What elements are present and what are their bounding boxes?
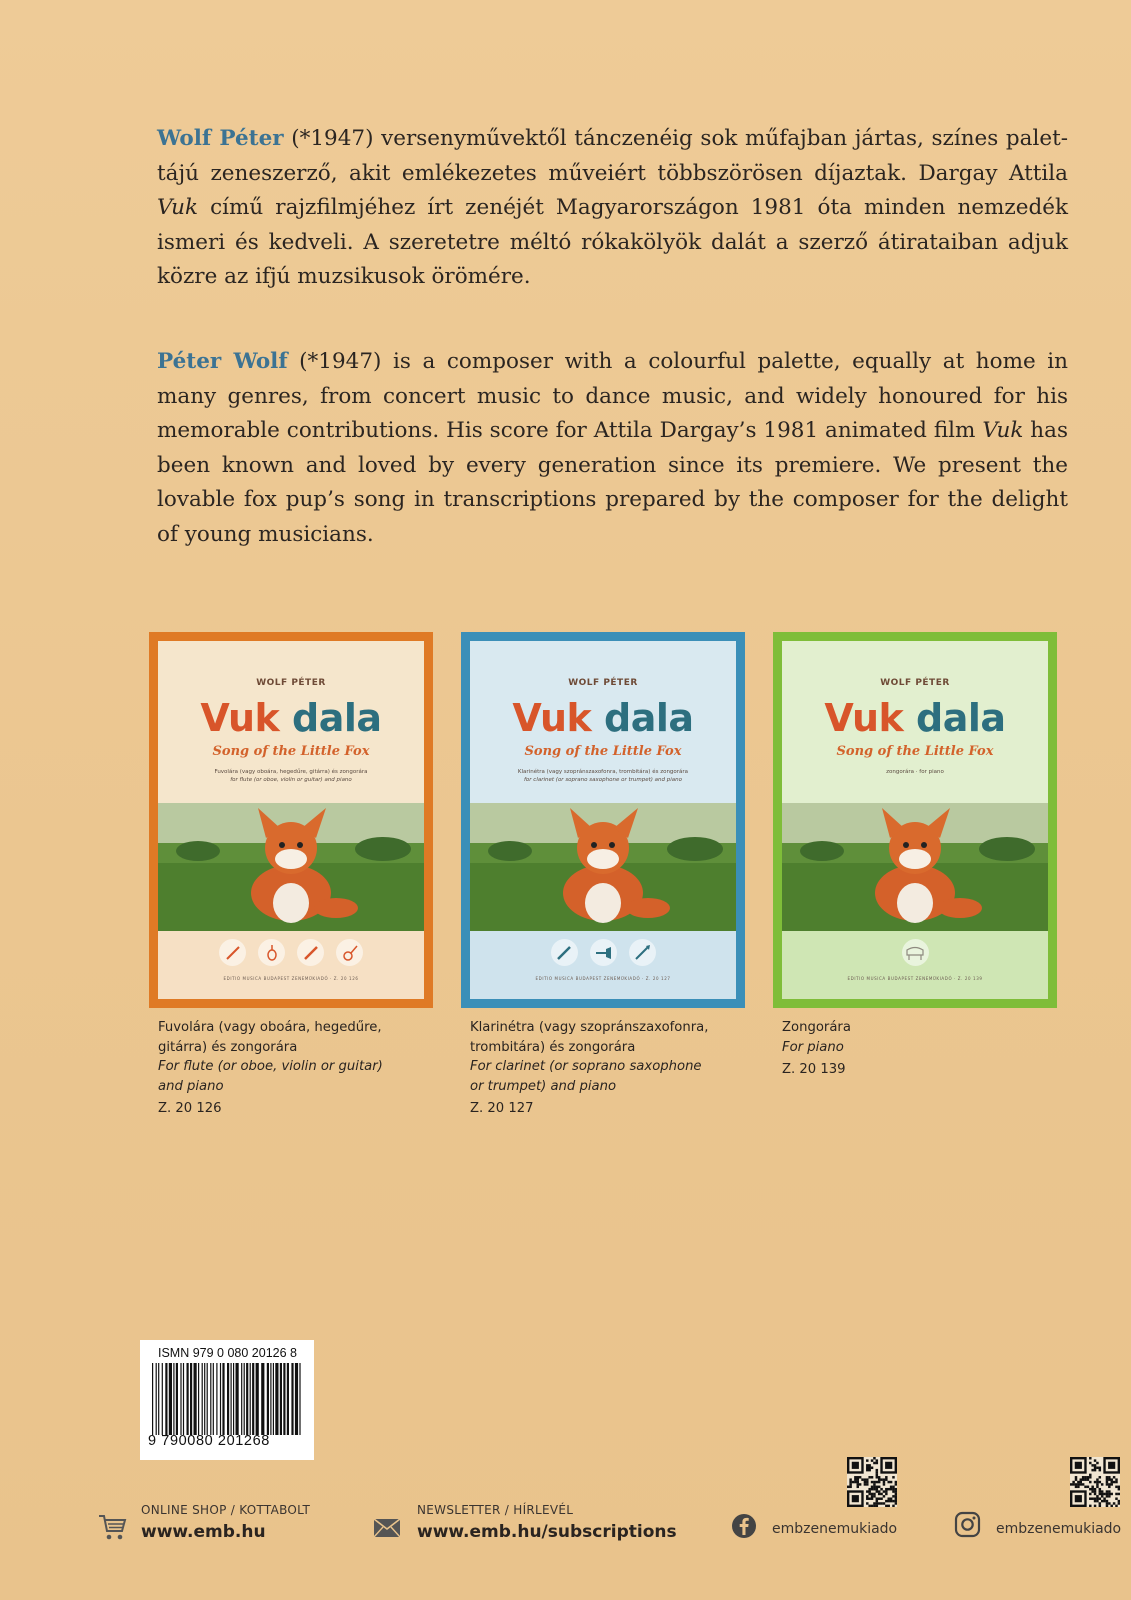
instrument-icons <box>158 939 424 966</box>
composer-name-hu: Wolf Péter <box>157 126 284 151</box>
composer-name-en: Péter Wolf <box>157 349 288 374</box>
fox-illustration <box>158 803 424 931</box>
shopping-cart-icon <box>97 1513 127 1541</box>
caption-flute: Fuvolára (vagy oboára, hegedűre, gitárra) és zongorára For flute (or oboe, violin or guitar) and piano Z. 20 126 <box>158 1018 428 1119</box>
newsletter-link[interactable]: www.emb.hu/subscriptions <box>417 1522 677 1542</box>
shop-label: ONLINE SHOP / KOTTABOLT <box>141 1503 311 1517</box>
cover-instrumentation: Klarinétra (vagy szopránszaxofonra, trombitára) és zongorára for clarinet (or soprano saxophone or trumpet) and piano <box>517 769 689 783</box>
shop-link[interactable]: www.emb.hu <box>141 1522 266 1542</box>
barcode <box>140 1340 314 1460</box>
barcode-bars <box>148 1363 306 1435</box>
instagram-icon[interactable] <box>954 1511 981 1538</box>
cover-author: WOLF PÉTER <box>568 678 638 688</box>
qr-code-facebook <box>847 1457 897 1507</box>
caption-piano: Zongorára For piano Z. 20 139 <box>782 1018 982 1080</box>
cover-subtitle: Song of the Little Fox <box>524 744 682 759</box>
facebook-handle[interactable]: embzenemukiado <box>772 1521 898 1537</box>
trumpet-icon <box>590 939 617 966</box>
intro-paragraph-hu: Wolf Péter (*1947) versenyművektől tánczenéig sok műfajban jártas, színes palettájú zeneszerző, akit emlékezetes műveiért többszörösen díjaztak. Dargay Attila Vuk című rajzfilmjéhez írt zenéjét Magyarországon 1981 óta minden nemzedék ismeri és kedveli. A szeretetre méltó rókakölyök dalát a szerző átirataiban adjuk közre az ifjú muzsikusok örömére. <box>157 126 1068 289</box>
cover-image-clarinet <box>461 632 745 1008</box>
cover-title: Vuk dala <box>512 696 694 740</box>
cover-publisher: EDITIO MUSICA BUDAPEST ZENEMŰKIADÓ · Z. 20 127 <box>535 976 671 981</box>
caption-clarinet: Klarinétra (vagy szopránszaxofonra, trombitára) és zongorára For clarinet (or soprano saxophone or trumpet) and piano Z. 20 127 <box>470 1018 740 1119</box>
cover-publisher: EDITIO MUSICA BUDAPEST ZENEMŰKIADÓ · Z. 20 139 <box>847 976 983 981</box>
guitar-icon <box>336 939 363 966</box>
facebook-icon[interactable] <box>731 1513 757 1539</box>
oboe-icon <box>297 939 324 966</box>
film-title-en: Vuk <box>982 418 1024 443</box>
fox-illustration <box>782 803 1048 931</box>
cover-subtitle: Song of the Little Fox <box>212 744 370 759</box>
violin-icon <box>258 939 285 966</box>
cover-title: Vuk dala <box>824 696 1006 740</box>
clarinet-icon <box>551 939 578 966</box>
instagram-handle[interactable]: embzenemukiado <box>996 1521 1122 1537</box>
cover-subtitle: Song of the Little Fox <box>836 744 994 759</box>
qr-code-instagram <box>1070 1457 1120 1507</box>
saxophone-icon <box>629 939 656 966</box>
flute-icon <box>219 939 246 966</box>
cover-image-piano <box>773 632 1057 1008</box>
ismn-number: ISMN 979 0 080 20126 8 <box>158 1346 297 1360</box>
intro-paragraph-en: Péter Wolf (*1947) is a composer with a colourful palette, equally at home in many genres, from concert music to dance music, and widely honoured for his memorable contributions. His score for Attila Dargay’s 1981 animated film Vuk has been known and loved by every generation since its premiere. We present the lovable fox pup’s song in transcriptions prepared by the composer for the delight of young musicians. <box>157 349 1068 547</box>
fox-illustration <box>470 803 736 931</box>
cover-image-flute <box>149 632 433 1008</box>
instrument-icons <box>470 939 736 966</box>
cover-title: Vuk dala <box>200 696 382 740</box>
instrument-icons <box>782 939 1048 966</box>
catalog-number: Z. 20 126 <box>158 1101 222 1116</box>
catalog-number: Z. 20 127 <box>470 1101 534 1116</box>
catalog-number: Z. 20 139 <box>782 1062 846 1077</box>
cover-author: WOLF PÉTER <box>256 678 326 688</box>
cover-instrumentation: Fuvolára (vagy oboára, hegedűre, gitárra) és zongorára for flute (or oboe, violin or guitar) and piano <box>214 769 368 783</box>
cover-publisher: EDITIO MUSICA BUDAPEST ZENEMŰKIADÓ · Z. 20 126 <box>223 976 359 981</box>
newsletter-label: NEWSLETTER / HÍRLEVÉL <box>417 1503 574 1517</box>
envelope-icon <box>373 1518 401 1538</box>
barcode-digits: 9 790080 201268 <box>148 1433 270 1449</box>
cover-instrumentation: zongorára · for piano <box>886 769 944 775</box>
film-title-hu: Vuk <box>157 195 199 220</box>
piano-icon <box>902 939 929 966</box>
cover-author: WOLF PÉTER <box>880 678 950 688</box>
